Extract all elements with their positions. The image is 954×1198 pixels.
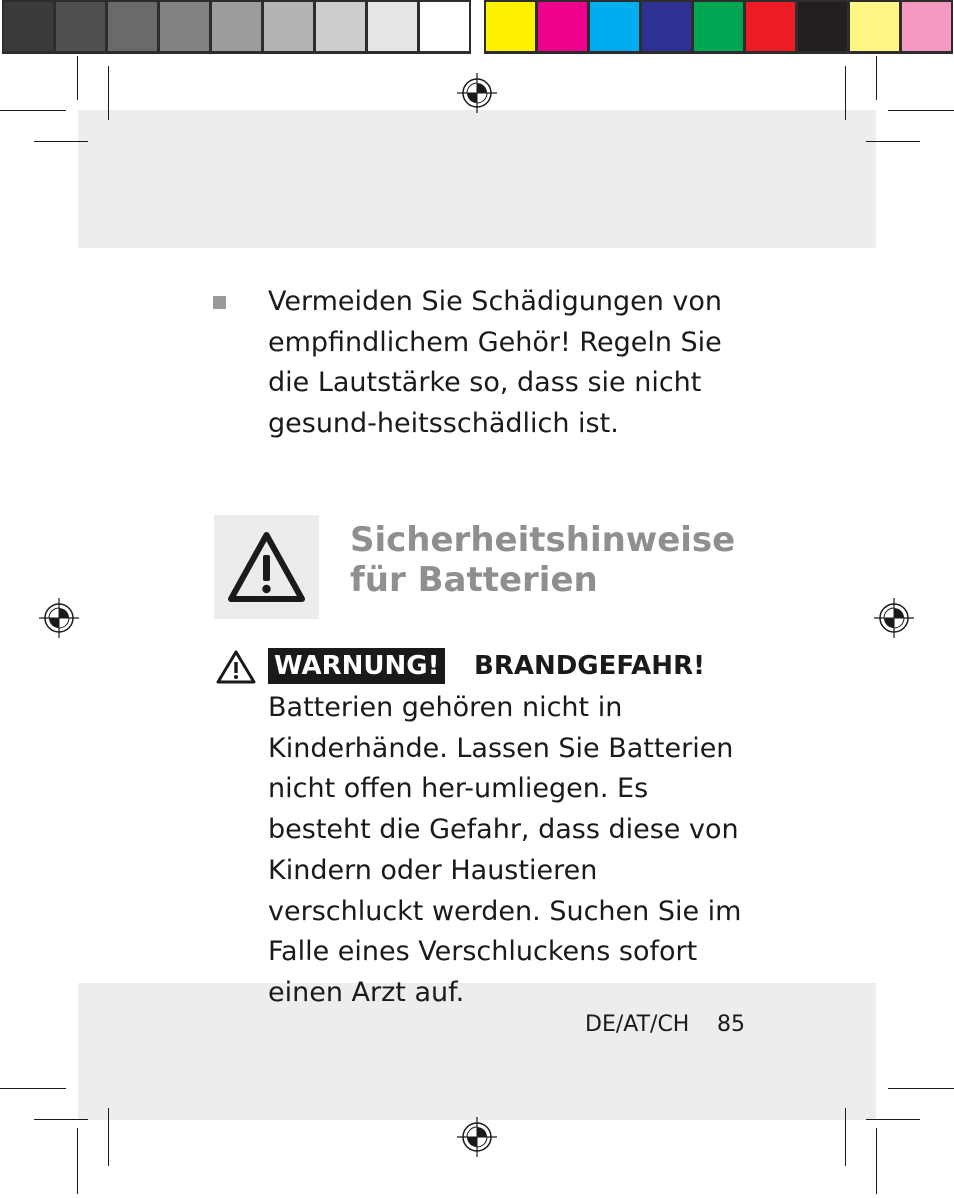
section-title-line-2: für Batterien xyxy=(350,560,598,600)
process-color-bar xyxy=(484,0,953,54)
warning-triangle-icon xyxy=(214,515,319,619)
crop-mark xyxy=(876,56,877,100)
crop-mark xyxy=(77,1128,78,1194)
color-swatch xyxy=(902,2,951,51)
gray-swatch xyxy=(420,2,469,51)
crop-mark xyxy=(0,1088,66,1089)
crop-mark xyxy=(34,141,88,142)
gray-swatch xyxy=(316,2,365,51)
section-title-line-1: Sicherheitshinweise xyxy=(350,520,736,560)
color-swatch xyxy=(850,2,899,51)
color-swatch xyxy=(798,2,847,51)
warning-text: Batterien gehören nicht in Kinderhände. Lassen Sie Batterien nicht offen her-umliegen. Es besteht die Gefahr, dass diese von Kindern oder Haustieren verschluckt werden. Suchen Sie im Falle eines Verschluckens sofort einen Arzt auf. xyxy=(268,692,742,1008)
gray-swatch xyxy=(56,2,105,51)
crop-mark xyxy=(0,110,66,111)
color-swatch xyxy=(746,2,795,51)
registration-mark-icon xyxy=(457,73,497,113)
color-swatch xyxy=(642,2,691,51)
registration-mark-icon xyxy=(457,1117,497,1157)
warning-small-icon xyxy=(215,648,257,684)
crop-mark xyxy=(866,141,920,142)
section-icon-box xyxy=(214,515,319,619)
crop-mark xyxy=(888,1088,954,1089)
top-gray-band xyxy=(78,110,876,248)
registration-mark-icon xyxy=(39,598,79,638)
footer-region: DE/AT/CH xyxy=(585,1012,690,1037)
crop-mark xyxy=(108,66,109,120)
color-swatch xyxy=(694,2,743,51)
crop-mark xyxy=(108,1108,109,1166)
gray-swatch xyxy=(4,2,53,51)
gray-swatch xyxy=(264,2,313,51)
page-number: 85 xyxy=(717,1012,745,1037)
crop-mark xyxy=(845,66,846,120)
bullet-item xyxy=(213,282,753,444)
section-title xyxy=(350,520,770,600)
hazard-label: BRANDGEFAHR! xyxy=(474,651,705,681)
gray-swatch xyxy=(368,2,417,51)
crop-mark xyxy=(876,1128,877,1194)
crop-mark xyxy=(845,1108,846,1166)
crop-mark xyxy=(77,56,78,100)
warning-badge: WARNUNG! xyxy=(268,648,445,684)
crop-mark xyxy=(866,1119,920,1120)
gray-swatch xyxy=(212,2,261,51)
grayscale-color-bar xyxy=(2,0,471,54)
color-swatch xyxy=(590,2,639,51)
color-swatch xyxy=(486,2,535,51)
registration-mark-icon xyxy=(874,598,914,638)
color-swatch xyxy=(538,2,587,51)
bullet-square-icon xyxy=(213,296,226,309)
crop-mark xyxy=(34,1119,88,1120)
gray-swatch xyxy=(108,2,157,51)
gray-swatch xyxy=(160,2,209,51)
bullet-text: Vermeiden Sie Schädigungen von empfindlichem Gehör! Regeln Sie die Lautstärke so, dass sie nicht gesund-heitsschädlich ist. xyxy=(268,286,723,439)
crop-mark xyxy=(888,110,954,111)
